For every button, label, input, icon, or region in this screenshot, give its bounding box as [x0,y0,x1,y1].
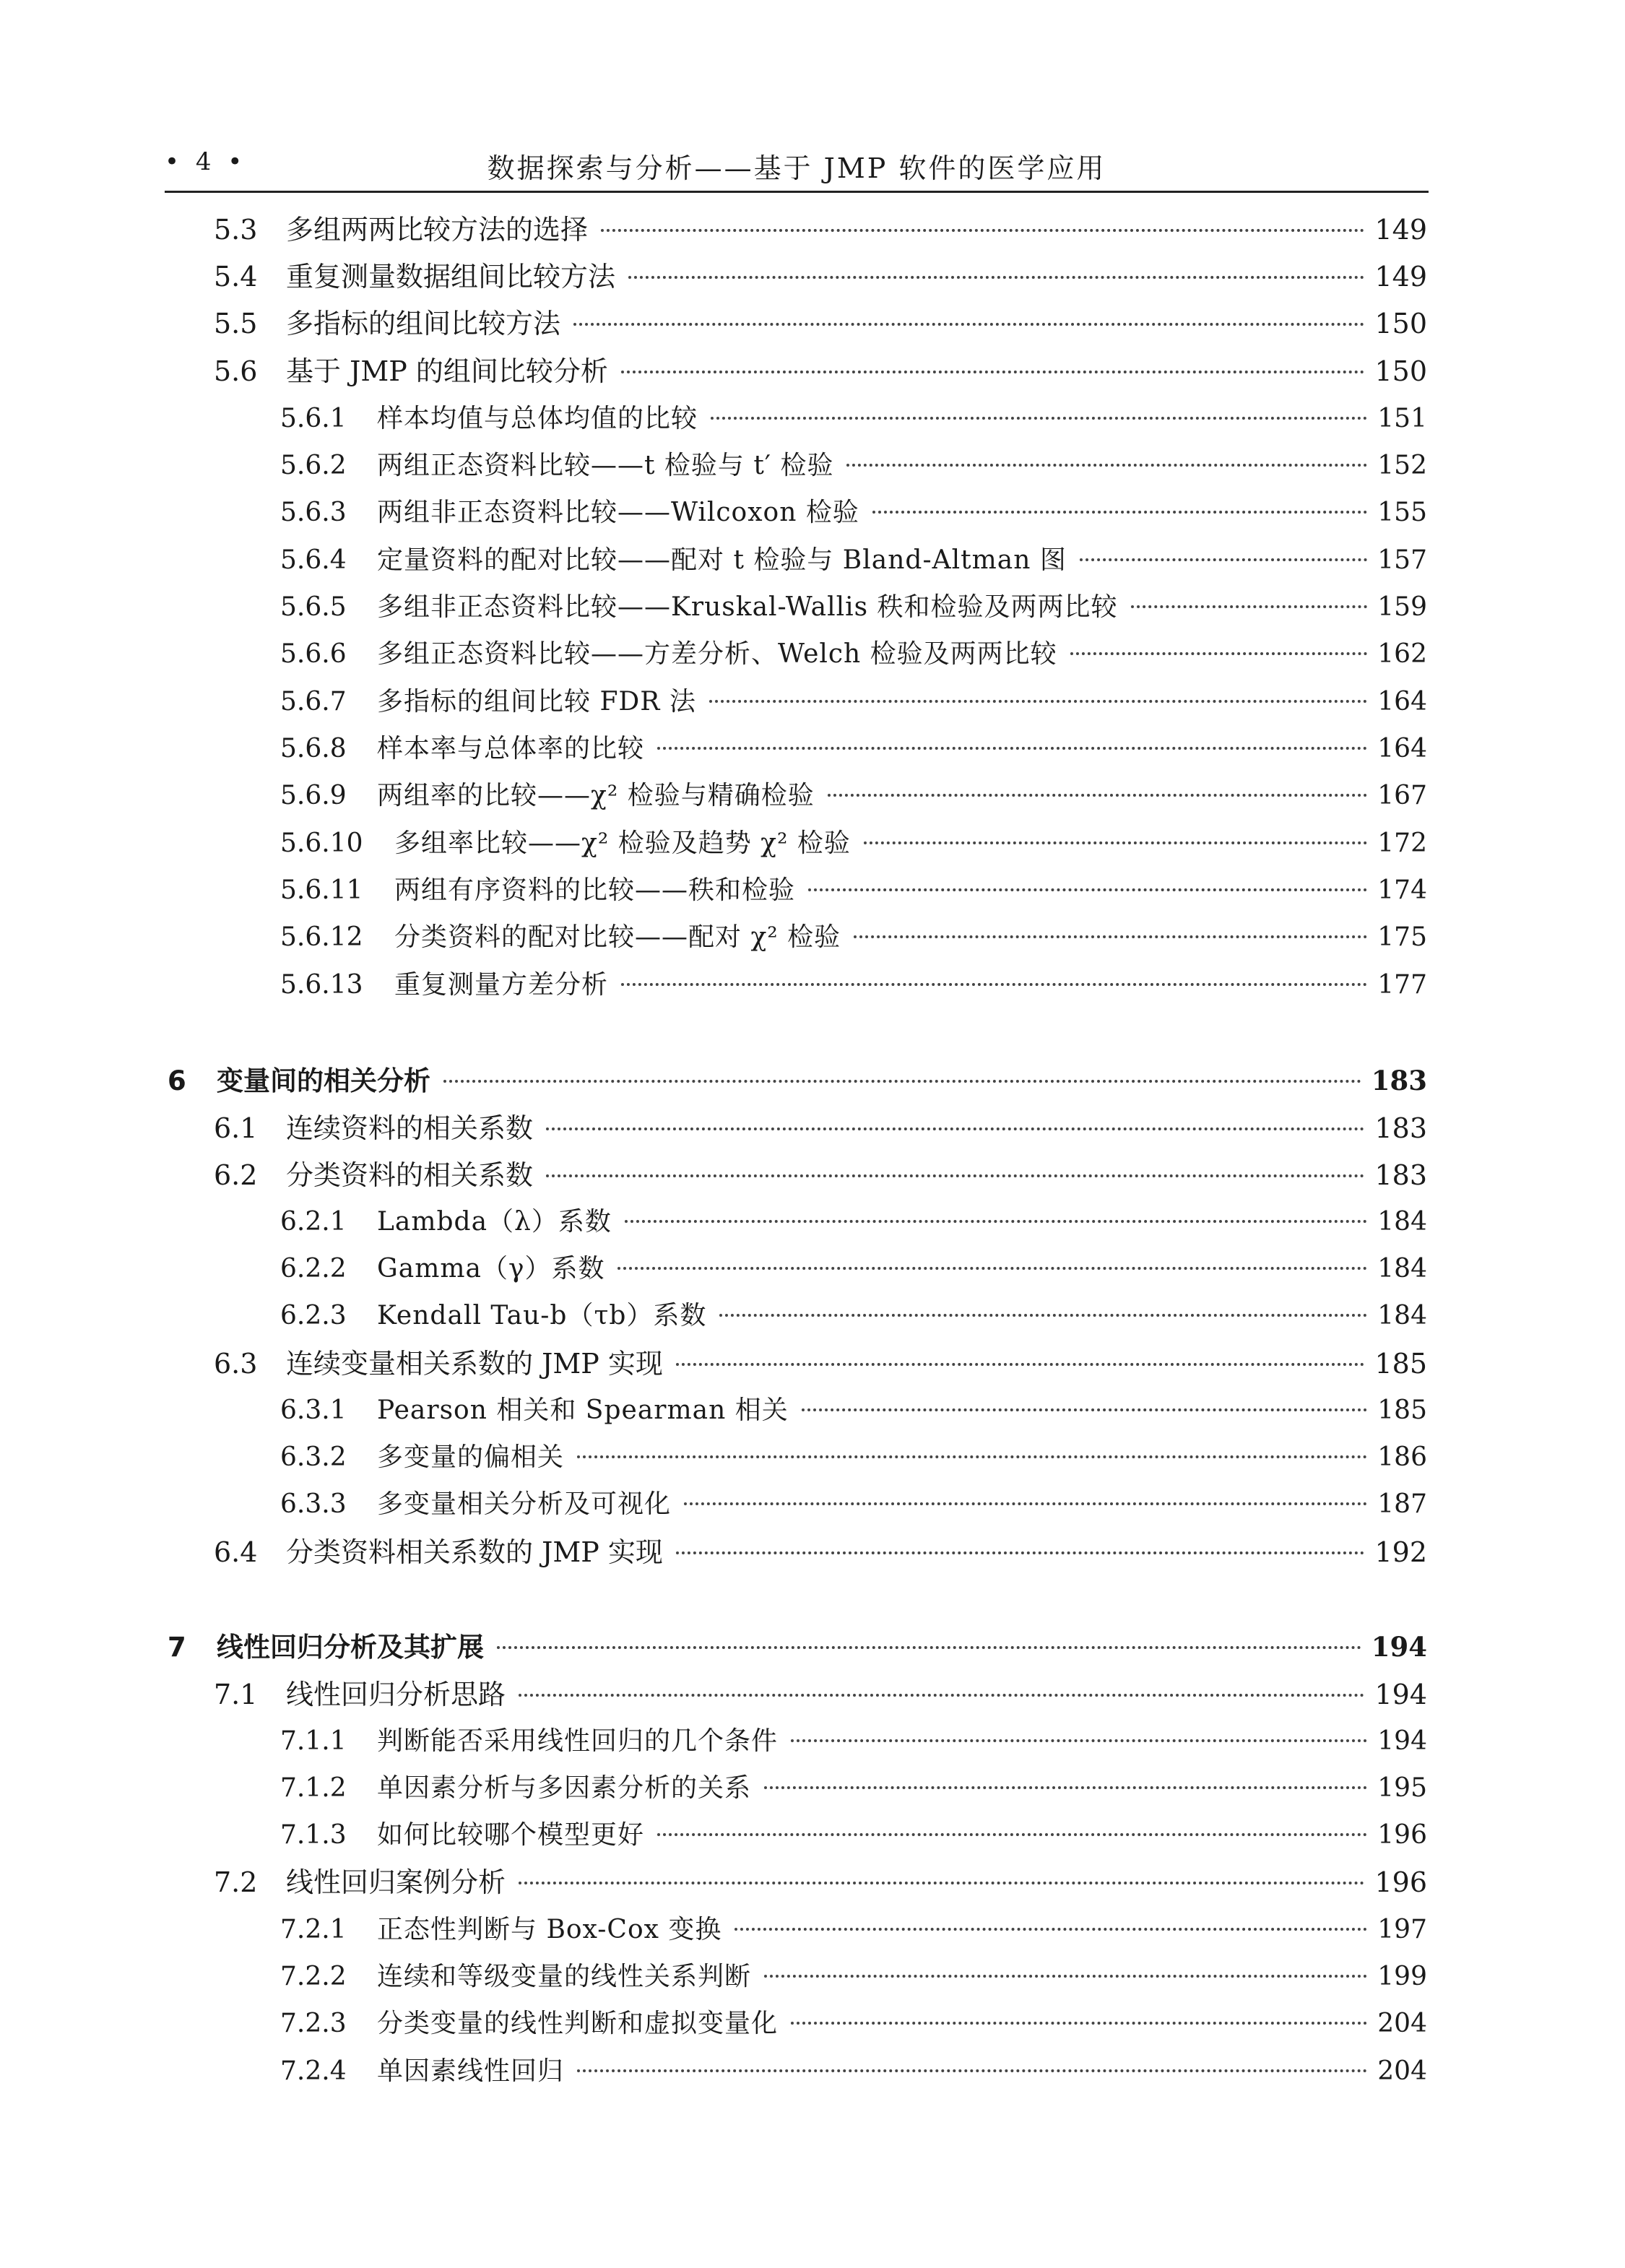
toc-number: 7.1.3 [280,1820,347,1850]
dot-leader [577,1455,1367,1458]
toc-page-number: 174 [1377,875,1427,905]
toc-title: 如何比较哪个模型更好 [377,1820,645,1850]
dot-leader [628,276,1364,279]
dot-leader [657,1833,1367,1836]
toc-page-number: 194 [1371,1631,1427,1663]
dot-leader [872,511,1367,514]
toc-page-number: 184 [1377,1301,1427,1330]
dot-leader [621,371,1365,373]
toc-subsection[interactable] [280,395,1427,443]
dot-leader [719,1314,1367,1317]
toc-section[interactable] [214,300,1427,347]
dot-leader [709,700,1367,703]
toc-number: 6.4 [214,1536,258,1568]
toc-title: 两组有序资料的比较——秩和检验 [394,875,796,905]
toc-number: 5.6.4 [280,545,347,575]
dot-leader [546,1127,1364,1130]
dot-leader [519,1694,1364,1697]
toc-page-number: 204 [1377,2009,1427,2038]
toc-title: 样本均值与总体均值的比较 [377,404,698,433]
toc-number: 7.2.1 [280,1915,347,1944]
toc-number: 6.2 [214,1159,258,1191]
toc-number: 7.2.4 [280,2056,347,2086]
toc-subsection[interactable] [280,820,1427,867]
toc-subsection[interactable] [280,584,1427,631]
toc-number: 6.3.3 [280,1489,347,1519]
toc-title: Gamma（γ）系数 [377,1254,605,1284]
toc-title: 单因素分析与多因素分析的关系 [377,1773,752,1803]
dot-leader [618,1267,1367,1270]
toc-number: 5.6.5 [280,592,347,622]
toc-title: 多变量的偏相关 [377,1442,565,1472]
toc-subsection[interactable] [280,725,1427,773]
toc-title: 两组率的比较——χ² 检验与精确检验 [377,781,815,810]
toc-page-number: 197 [1377,1915,1427,1944]
toc-subsection[interactable] [280,914,1427,961]
toc-number: 5.6.2 [280,451,347,480]
toc-section[interactable] [214,206,1427,254]
toc-page-number: 195 [1377,1773,1427,1803]
toc-title: 连续变量相关系数的 JMP 实现 [286,1348,663,1380]
toc-title: 重复测量数据组间比较方法 [286,261,616,293]
page-number: • 4 • [165,147,247,176]
toc-section[interactable] [214,1671,1427,1718]
toc-number: 6.1 [214,1112,258,1144]
dot-leader [828,794,1368,797]
toc-title: 定量资料的配对比较——配对 t 检验与 Bland-Altman 图 [377,545,1067,575]
toc-subsection[interactable] [280,537,1427,584]
toc-title: 两组正态资料比较——t 检验与 t′ 检验 [377,451,834,480]
dot-leader [802,1408,1368,1411]
toc-number: 5.3 [214,214,258,246]
toc-number: 7.2 [214,1866,258,1898]
toc-page-number: 184 [1377,1207,1427,1237]
toc-page-number: 183 [1374,1159,1427,1191]
toc-number: 5.6.6 [280,639,347,669]
toc-title: 两组非正态资料比较——Wilcoxon 检验 [377,498,859,527]
dot-leader [443,1080,1361,1083]
toc-number: 5.6.13 [280,970,363,1000]
toc-page-number: 194 [1374,1679,1427,1710]
toc-page-number: 177 [1377,970,1427,1000]
toc-number: 5.6 [214,355,258,387]
toc-number: 6.3.2 [280,1442,347,1472]
toc-subsection[interactable] [280,1812,1427,1859]
dot-leader [764,1975,1367,1978]
toc-subsection[interactable] [280,1245,1427,1293]
toc-title: 判断能否采用线性回归的几个条件 [377,1726,779,1756]
toc-page-number: 150 [1374,355,1427,387]
toc-title: 多组正态资料比较——方差分析、Welch 检验及两两比较 [377,639,1057,669]
toc-number: 5.6.3 [280,498,347,527]
toc-subsection[interactable] [280,1198,1427,1246]
toc-page-number: 204 [1377,2056,1427,2086]
toc-title: 单因素线性回归 [377,2056,565,2086]
toc-number: 6.2.2 [280,1254,347,1284]
dot-leader [764,1786,1367,1789]
toc-title: 多组两两比较方法的选择 [286,214,589,246]
toc-title: 多指标的组间比较方法 [286,308,561,339]
dot-leader [676,1551,1365,1554]
dot-leader [621,983,1367,986]
dot-leader [497,1646,1361,1649]
dot-leader [1131,605,1368,608]
toc-subsection[interactable] [280,1906,1427,1954]
toc-number: 7.1 [214,1679,258,1710]
toc-title: 基于 JMP 的组间比较分析 [286,355,608,387]
dot-leader [1080,558,1367,561]
toc-number: 7.1.1 [280,1726,347,1756]
toc-page-number: 152 [1377,451,1427,480]
toc-page-number: 192 [1374,1536,1427,1568]
toc-page-number: 149 [1374,261,1427,293]
toc-title: 连续资料的相关系数 [286,1112,534,1144]
dot-leader [676,1363,1365,1366]
toc-number: 5.6.10 [280,828,363,858]
dot-leader [734,1928,1367,1931]
toc-page-number: 185 [1377,1395,1427,1425]
dot-leader [625,1220,1367,1223]
toc-subsection[interactable] [280,2048,1427,2095]
dot-leader [854,935,1367,938]
toc-page-number: 184 [1377,1254,1427,1284]
toc-page-number: 199 [1377,1962,1427,1991]
toc-section[interactable] [214,253,1427,300]
toc-page-number: 183 [1371,1065,1427,1096]
toc-page-number: 175 [1377,922,1427,952]
dot-leader [601,229,1364,232]
toc-number: 6.3 [214,1348,258,1380]
dot-leader [864,841,1367,844]
toc-subsection[interactable] [280,2000,1427,2048]
toc-page-number: 164 [1377,687,1427,717]
toc-page-number: 167 [1377,781,1427,810]
dot-leader [577,2069,1367,2072]
toc-title: 分类资料的相关系数 [286,1159,534,1191]
toc-number: 5.6.7 [280,687,347,717]
toc-page-number: 172 [1377,828,1427,858]
toc-page-number: 183 [1374,1112,1427,1144]
toc-title: 分类变量的线性判断和虚拟变量化 [377,2009,779,2038]
toc-number: 7.1.2 [280,1773,347,1803]
toc-subsection[interactable] [280,678,1427,726]
dot-leader [791,2022,1367,2025]
toc-subsection[interactable] [280,631,1427,678]
toc-title: Kendall Tau-b（τb）系数 [377,1301,707,1330]
dot-leader [711,417,1367,420]
toc-page-number: 151 [1377,404,1427,433]
toc-page-number: 162 [1377,639,1427,669]
toc-subsection[interactable] [280,772,1427,820]
toc-page-number: 149 [1374,214,1427,246]
toc-page-number: 194 [1377,1726,1427,1756]
toc-number: 5.6.12 [280,922,363,952]
toc-title: 线性回归分析及其扩展 [217,1632,484,1663]
dot-leader [573,323,1364,326]
toc-page-number: 157 [1377,545,1427,575]
toc-number: 5.6.9 [280,781,347,810]
toc-title: 多变量相关分析及可视化 [377,1489,672,1519]
toc-page-number: 196 [1374,1866,1427,1898]
running-title: 数据探索与分析——基于 JMP 软件的医学应用 [487,152,1106,184]
toc-number: 6.2.1 [280,1207,347,1237]
toc-title: 多指标的组间比较 FDR 法 [377,687,696,717]
toc-number: 5.6.1 [280,404,347,433]
dot-leader [1070,652,1368,655]
dot-leader [846,464,1367,467]
toc-subsection[interactable] [280,1953,1427,2001]
toc-section[interactable] [214,1151,1427,1199]
toc-title: 线性回归案例分析 [286,1866,506,1898]
toc-page-number: 155 [1377,498,1427,527]
toc-title: 变量间的相关分析 [217,1065,430,1096]
toc-number: 7 [168,1632,186,1663]
toc-title: 样本率与总体率的比较 [377,734,645,763]
toc-title: 分类资料相关系数的 JMP 实现 [286,1536,663,1568]
toc-page-number: 185 [1374,1348,1427,1380]
toc-subsection[interactable] [280,1292,1427,1340]
toc-title: 连续和等级变量的线性关系判断 [377,1962,752,1991]
toc-number: 5.6.8 [280,734,347,763]
toc-number: 7.2.3 [280,2009,347,2038]
toc-number: 7.2.2 [280,1962,347,1991]
toc-subsection[interactable] [280,1387,1427,1434]
toc-number: 5.5 [214,308,258,339]
dot-leader [684,1502,1367,1505]
toc-chapter[interactable] [168,1623,1427,1671]
dot-leader [808,888,1367,891]
toc-subsection[interactable] [280,489,1427,537]
dot-leader [791,1739,1367,1742]
toc-subsection[interactable] [280,1718,1427,1765]
toc-number: 6.3.1 [280,1395,347,1425]
toc-title: 分类资料的配对比较——配对 χ² 检验 [394,922,841,952]
toc-section[interactable] [214,1340,1427,1388]
dot-leader [546,1174,1364,1177]
toc-page-number: 159 [1377,592,1427,622]
toc-number: 5.6.11 [280,875,363,905]
toc-subsection[interactable] [280,1434,1427,1481]
toc-title: Pearson 相关和 Spearman 相关 [377,1395,789,1425]
toc-subsection[interactable] [280,867,1427,914]
dot-leader [657,747,1367,750]
dot-leader [519,1882,1364,1884]
toc-page-number: 150 [1374,308,1427,339]
toc-title: 多组非正态资料比较——Kruskal-Wallis 秩和检验及两两比较 [377,592,1118,622]
toc-title: 多组率比较——χ² 检验及趋势 χ² 检验 [394,828,851,858]
toc-page-number: 187 [1377,1489,1427,1519]
toc-title: Lambda（λ）系数 [377,1207,612,1237]
toc-page-number: 196 [1377,1820,1427,1850]
toc-section[interactable] [214,347,1427,395]
toc-title: 重复测量方差分析 [394,970,609,1000]
toc-chapter[interactable] [168,1057,1427,1104]
toc-page-number: 164 [1377,734,1427,763]
toc-section[interactable] [214,1858,1427,1906]
toc-section[interactable] [214,1528,1427,1576]
toc-number: 6.2.3 [280,1301,347,1330]
toc-subsection[interactable] [280,442,1427,490]
toc-subsection[interactable] [280,1481,1427,1528]
toc-number: 6 [168,1065,186,1096]
toc-number: 5.4 [214,261,258,293]
toc-subsection[interactable] [280,961,1427,1009]
toc-subsection[interactable] [280,1765,1427,1812]
toc-title: 线性回归分析思路 [286,1679,506,1710]
toc-page-number: 186 [1377,1442,1427,1472]
toc-section[interactable] [214,1104,1427,1152]
toc-title: 正态性判断与 Box-Cox 变换 [377,1915,722,1944]
